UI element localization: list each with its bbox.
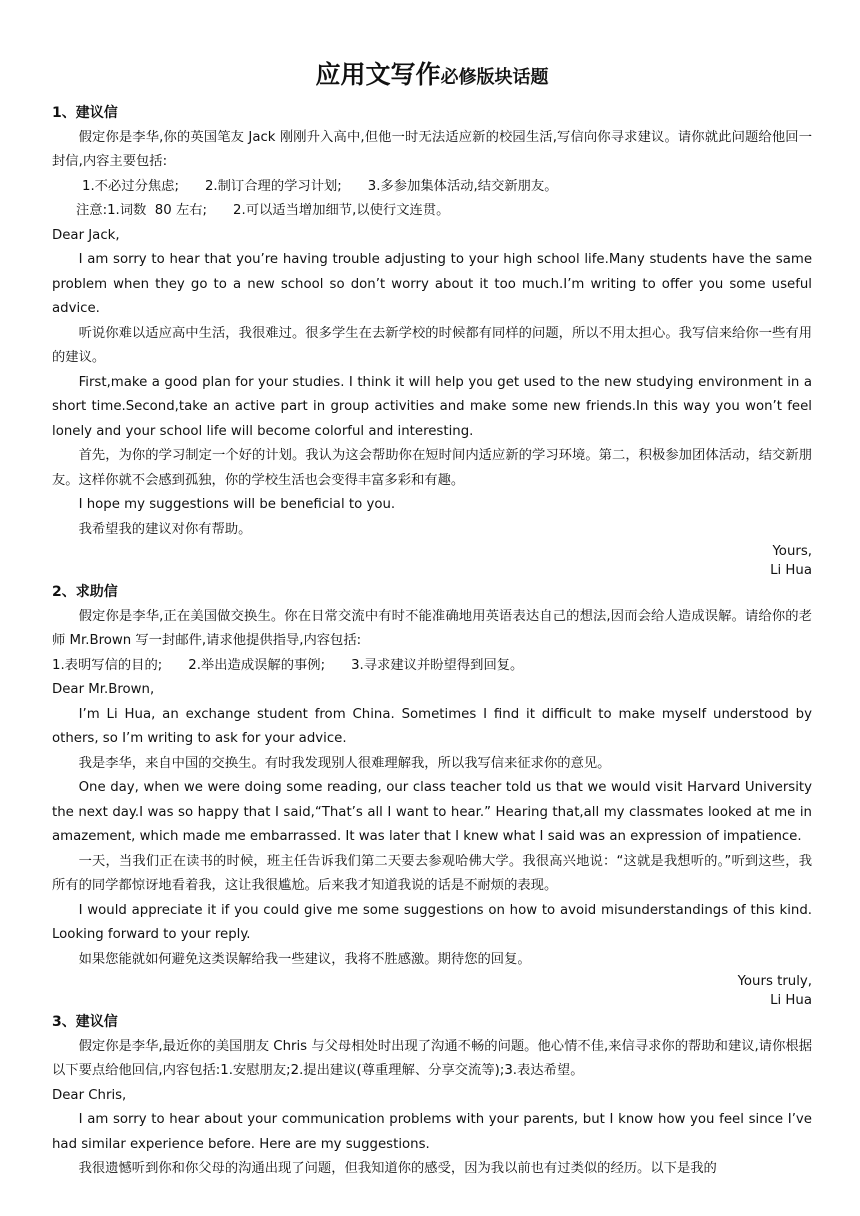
document-page [52, 58, 812, 1182]
letter-closing: Yours truly, [737, 974, 812, 989]
letter-closing: Yours, [772, 544, 812, 559]
note-item: 2.可以适当增加细节,以使行文连贯。 [233, 203, 450, 218]
letter-paragraph-cn: 我是李华，来自中国的交换生。有时我发现别人很难理解我，所以我写信来征求你的意见。 [78, 755, 611, 771]
letter-paragraph-en: I’m Li Hua, an exchange student from China. Sometimes I find it difficult to make myself understood by others, so I’m writing to ask for your advice. [52, 706, 812, 746]
task-item: 3.多参加集体活动,结交新朋友。 [367, 178, 558, 194]
task-prompt: 假定你是李华,你的英国笔友 Jack 刚刚升入高中,但他一时无法适应新的校园生活,写信向你寻求建议。请你就此问题给他回一封信,内容主要包括: [52, 129, 812, 169]
title-main: 应用文写作 [315, 60, 441, 89]
letter-signature: Li Hua [770, 993, 812, 1008]
task-items [52, 175, 812, 200]
note-item: 注意:1.词数 80 左右; [76, 203, 208, 218]
section-1 [52, 101, 812, 580]
letter-paragraph-en: I am sorry to hear that you’re having trouble adjusting to your high school life.Many students have the same problem when they go to a new school so don’t worry about it too much.I’m writing to offer you some useful advice. [52, 252, 812, 316]
task-prompt: 假定你是李华,最近你的美国朋友 Chris 与父母相处时出现了沟通不畅的问题。他心情不佳,来信寻求你的帮助和建议,请你根据以下要点给他回信,内容包括:1.安慰朋友;2.提出建议(尊重理解、分享交流等);3.表达希望。 [52, 1038, 812, 1078]
letter-paragraph-en: I hope my suggestions will be beneficial to you. [78, 497, 396, 512]
letter-paragraph-en: One day, when we were doing some reading, our class teacher told us that we would visit Harvard University the next day.I was so happy that I said,“That’s all I want to hear.” Hearing that,all my classmates looked at me in amazement, which made me embarrassed. It was later that I knew what I said was an expression of impatience. [52, 780, 812, 844]
letter-signature: Li Hua [770, 563, 812, 578]
letter-paragraph-cn: 一天，当我们正在读书的时候，班主任告诉我们第二天要去参观哈佛大学。我很高兴地说：“这就是我想听的。”听到这些，我所有的同学都惊讶地看着我，这让我很尴尬。后来我才知道我说的话是不耐烦的表现。 [52, 853, 812, 893]
section-heading: 2、求助信 [52, 584, 118, 600]
letter-greeting: Dear Mr.Brown, [52, 682, 155, 697]
section-3 [52, 1010, 812, 1182]
task-item: 1.不必过分焦虑; [82, 178, 179, 194]
title-sub: 必修版块话题 [440, 67, 549, 88]
task-prompt: 假定你是李华,正在美国做交换生。你在日常交流中有时不能准确地用英语表达自己的想法,因而会给人造成误解。请给你的老师 Mr.Brown 写一封邮件,请求他提供指导,内容包括: [52, 608, 812, 648]
section-heading: 1、建议信 [52, 105, 118, 121]
task-item: 3.寻求建议并盼望得到回复。 [351, 657, 524, 673]
letter-paragraph-en: First,make a good plan for your studies. I think it will help you get used to the new studying environment in a short time.Second,take an active part in group activities and make some new friends.In this way you won’t feel lonely and your school life will become colorful and interesting. [52, 374, 812, 439]
task-item: 2.举出造成误解的事例; [188, 657, 326, 673]
letter-paragraph-cn: 我很遗憾听到你和你父母的沟通出现了问题，但我知道你的感受，因为我以前也有过类似的经历。以下是我的 [78, 1161, 717, 1176]
task-items [52, 654, 812, 679]
letter-paragraph-cn: 如果您能就如何避免这类误解给我一些建议，我将不胜感激。期待您的回复。 [78, 951, 531, 967]
document-title [52, 58, 812, 95]
letter-greeting: Dear Jack, [52, 227, 120, 243]
letter-paragraph-cn: 首先，为你的学习制定一个好的计划。我认为这会帮助你在短时间内适应新的学习环境。第二，积极参加团体活动，结交新朋友。这样你就不会感到孤独，你的学校生活也会变得丰富多彩和有趣。 [52, 448, 812, 488]
letter-paragraph-cn: 我希望我的建议对你有帮助。 [78, 521, 252, 537]
task-note [52, 199, 812, 224]
task-item: 2.制订合理的学习计划; [204, 178, 342, 194]
letter-paragraph-en: I would appreciate it if you could give me some suggestions on how to avoid misunderstandings of this kind. Looking forward to your reply. [52, 902, 812, 942]
letter-paragraph-cn: 听说你难以适应高中生活，我很难过。很多学生在去新学校的时候都有同样的问题，所以不用太担心。我写信来给你一些有用的建议。 [52, 325, 812, 365]
section-heading: 3、建议信 [52, 1014, 118, 1030]
section-2 [52, 580, 812, 1010]
task-item: 1.表明写信的目的; [52, 657, 163, 673]
letter-paragraph-en: I am sorry to hear about your communication problems with your parents, but I know how you feel since I’ve had similar experience before. Here are my suggestions. [52, 1112, 812, 1152]
letter-greeting: Dear Chris, [52, 1087, 127, 1103]
